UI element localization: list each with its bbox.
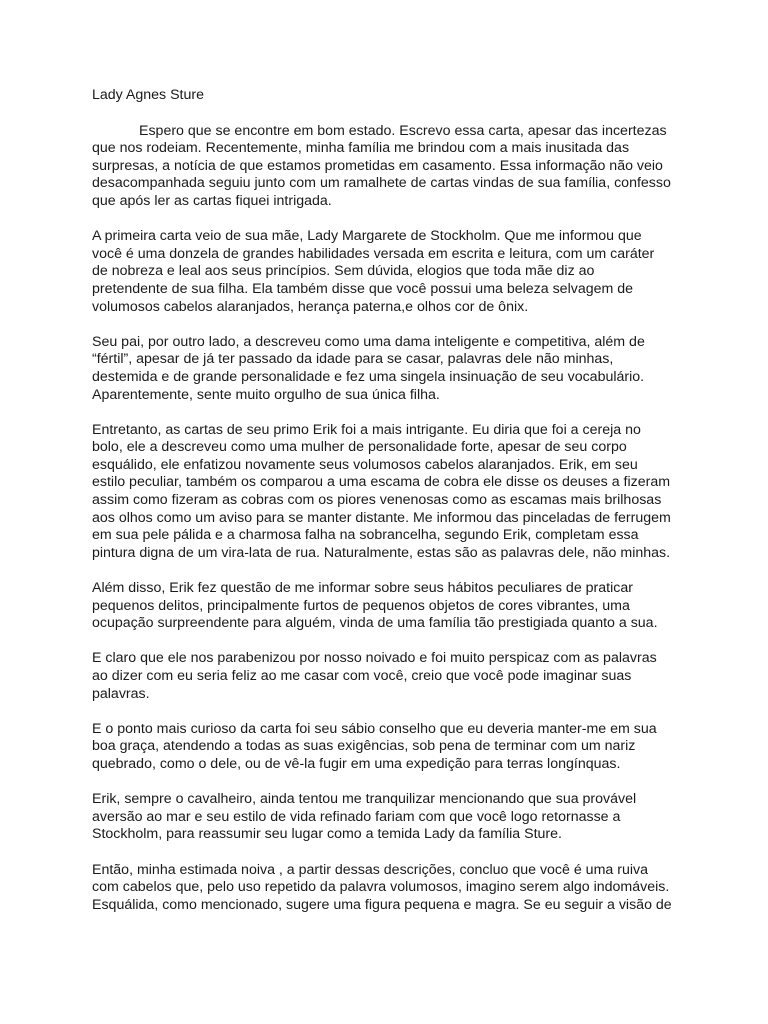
- paragraph-3: Seu pai, por outro lado, a descreveu como uma dama inteligente e competitiva, além de “fértil”, apesar de já ter passado da idade para se casar, palavras dele não minhas, destemida e de grande personalidade e fez uma singela insinuação de seu vocabulário. Aparentemente, sente muito orgulho de sua única filha.: [92, 333, 645, 403]
- paragraph-1: Espero que se encontre em bom estado. Escrevo essa carta, apesar das incertezas que nos rodeiam. Recentemente, minha família me brindou com a mais inusitada das surpresas, a notícia de que estamos prometidas em casamento. Essa informação não veio desacompanhada seguiu junto com um ramalhete de cartas vindas de sua família, confesso que após ler as cartas fiquei intrigada.: [92, 122, 671, 209]
- paragraph-4: Entretanto, as cartas de seu primo Erik foi a mais intrigante. Eu diria que foi a cereja no bolo, ele a descreveu como uma mulher de personalidade forte, apesar de seu corpo esquálido, ele enfatizou novamente seus volumosos cabelos alaranjados. Erik, em seu estilo peculiar, também os comparou a uma escama de cobra ele disse os deuses a fizeram assim como fizeram as cobras com os piores venenosas como as escamas mais brilhosas aos olhos como um aviso para se manter distante. Me informou das pinceladas de ferrugem em sua pele pálida e a charmosa falha na sobrancelha, segundo Erik, completam essa pintura digna de um vira-lata de rua. Naturalmente, estas são as palavras dele, não minhas.: [92, 421, 671, 561]
- paragraph-6: E claro que ele nos parabenizou por nosso noivado e foi muito perspicaz com as palavras ao dizer com eu seria feliz ao me casar com você, creio que você pode imaginar suas palavras.: [92, 650, 657, 702]
- paragraph-9: Então, minha estimada noiva , a partir dessas descrições, concluo que você é uma ruiva com cabelos que, pelo uso repetido da palavra volumosos, imagino serem algo indomáveis. Esquálida, como mencionado, sugere uma figura pequena e magra. Se eu seguir a visão de: [92, 861, 672, 913]
- paragraph-7: E o ponto mais curioso da carta foi seu sábio conselho que eu deveria manter-me em sua boa graça, atendendo a todas as suas exigências, sob pena de terminar com um nariz quebrado, como o dele, ou de vê-la fugir em uma expedição para terras longínquas.: [92, 720, 657, 772]
- paragraph-5: Além disso, Erik fez questão de me informar sobre seus hábitos peculiares de praticar pequenos delitos, principalmente furtos de pequenos objetos de cores vibrantes, uma ocupação surpreendente para alguém, vinda de uma família tão prestigiada quanto a sua.: [92, 580, 658, 632]
- letter-body: [92, 87, 672, 932]
- paragraph-8: Erik, sempre o cavalheiro, ainda tentou me tranquilizar mencionando que sua provável aversão ao mar e seu estilo de vida refinado fariam com que você logo retornasse a Stockholm, para reassumir seu lugar como a temida Lady da família Sture.: [92, 791, 637, 843]
- letter-salutation: Lady Agnes Sture: [92, 87, 205, 103]
- paragraph-2: A primeira carta veio de sua mãe, Lady Margarete de Stockholm. Que me informou que você é uma donzela de grandes habilidades versada em escrita e leitura, com um caráter de nobreza e leal aos seus princípios. Sem dúvida, elogios que toda mãe diz ao pretendente de sua filha. Ela também disse que você possui uma beleza selvagem de volumosos cabelos alaranjados, herança paterna,e olhos cor de ônix.: [92, 228, 655, 315]
